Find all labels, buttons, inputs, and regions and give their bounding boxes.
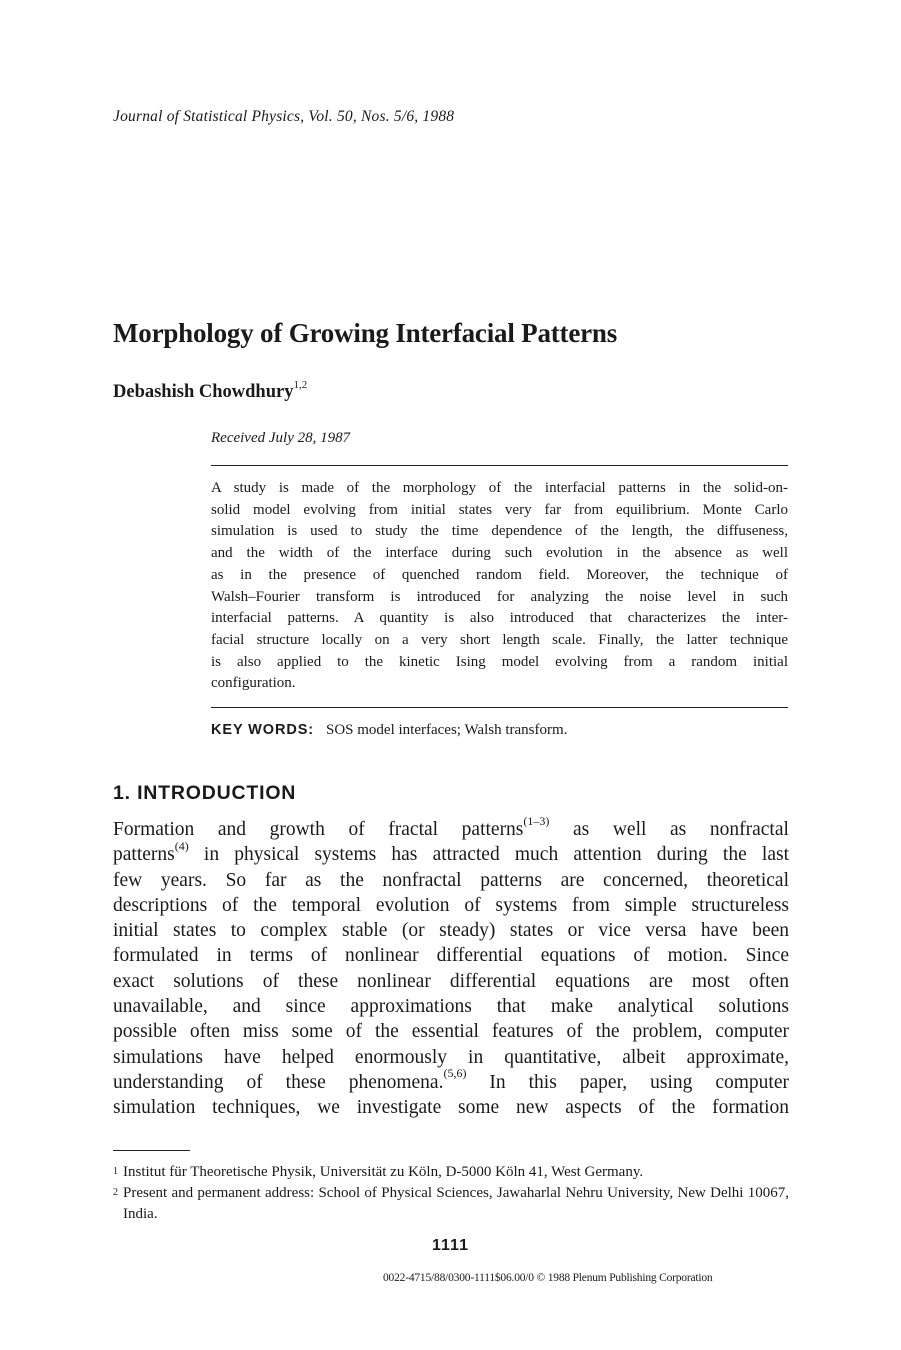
abstract-line: configuration. <box>211 675 296 692</box>
word: Formation <box>113 819 195 840</box>
abstract-line: interfacial patterns. A quantity is also introduced that characterizes the inter- <box>211 610 788 627</box>
author-affiliation-marks: 1,2 <box>293 379 308 391</box>
copyright-line: 0022-4715/88/0300-1111$06.00/0 © 1988 Plenum Publishing Corporation <box>383 1272 713 1284</box>
body-line: unavailable, and since approximations that make analytical solutions <box>113 996 789 1018</box>
page-number: 1111 <box>432 1237 469 1254</box>
citation: (5,6) <box>443 1066 467 1081</box>
footnote-rule <box>113 1150 190 1151</box>
abstract-bottom-rule <box>211 707 788 708</box>
keywords-text: SOS model interfaces; Walsh transform. <box>326 722 568 738</box>
word: as <box>670 819 687 840</box>
word: of <box>348 819 365 840</box>
body-line: exact solutions of these nonlinear differential equations are most often <box>113 970 789 992</box>
footnotes <box>113 1162 789 1225</box>
author-line <box>113 381 307 403</box>
journal-citation: Journal of Statistical Physics, Vol. 50, Nos. 5/6, 1988 <box>113 108 455 125</box>
word: patterns <box>461 819 524 840</box>
citation: (4) <box>174 838 189 853</box>
body-line: descriptions of the temporal evolution of systems from simple structureless <box>113 894 789 916</box>
text: In this paper, using computer <box>466 1071 789 1093</box>
body-line: simulation techniques, we investigate some new aspects of the formation <box>113 1097 789 1119</box>
word: fractal <box>388 819 439 840</box>
word: nonfractal <box>709 819 789 840</box>
abstract-line: simulation is used to study the time dependence of the length, the diffuseness, <box>211 523 788 540</box>
abstract-line: A study is made of the morphology of the interfacial patterns in the solid-on- <box>211 480 788 496</box>
received-date: Received July 28, 1987 <box>211 430 351 446</box>
body-line: possible often miss some of the essential features of the problem, computer <box>113 1021 789 1043</box>
footnote-text: Institut für Theoretische Physik, Universität zu Köln, D-5000 Köln 41, West Germany. <box>123 1164 644 1180</box>
abstract-line: is also applied to the kinetic Ising model evolving from a random initial <box>211 653 788 670</box>
footnote-text: Present and permanent address: School of Physical Sciences, Jawaharlal Nehru University, New Delhi 10067, India. <box>123 1185 789 1222</box>
abstract-line: as in the presence of quenched random field. Moreover, the technique of <box>211 566 788 583</box>
abstract-line: facial structure locally on a very short length scale. Finally, the latter technique <box>211 631 788 648</box>
footnote <box>113 1183 789 1225</box>
footnote-mark: 2 <box>113 1187 118 1198</box>
citation: (1–3) <box>523 813 550 828</box>
abstract-top-rule <box>211 465 788 466</box>
body-line <box>113 813 789 842</box>
text: in physical systems has attracted much attention during the last <box>188 844 789 866</box>
paper-title: Morphology of Growing Interfacial Patterns <box>113 318 618 348</box>
footnote-mark: 1 <box>113 1166 118 1177</box>
word-with-citation <box>461 813 550 842</box>
word: growth <box>269 819 325 840</box>
word: as <box>573 819 590 840</box>
body-line: initial states to complex stable (or steady) states or vice versa have been <box>113 920 789 942</box>
introduction-body <box>113 813 789 1121</box>
abstract-line: solid model evolving from initial states very far from equilibrium. Monte Carlo <box>211 501 788 518</box>
text: understanding of these phenomena. <box>113 1071 444 1093</box>
word: and <box>217 819 246 840</box>
word: well <box>612 819 647 840</box>
author-name: Debashish Chowdhury <box>113 382 294 403</box>
body-line <box>113 838 789 867</box>
keywords <box>211 722 567 739</box>
body-line <box>113 1066 789 1095</box>
body-line: few years. So far as the nonfractal patterns are concerned, theoretical <box>113 869 789 891</box>
abstract-line: Walsh–Fourier transform is introduced for analyzing the noise level in such <box>211 588 788 605</box>
section-heading: 1. INTRODUCTION <box>113 782 297 804</box>
footnote <box>113 1162 789 1183</box>
keywords-label: KEY WORDS: <box>211 722 314 738</box>
body-line: formulated in terms of nonlinear differential equations of motion. Since <box>113 945 789 967</box>
abstract <box>211 478 788 695</box>
body-line: simulations have helped enormously in quantitative, albeit approximate, <box>113 1046 789 1068</box>
word: patterns <box>113 844 175 866</box>
abstract-line: and the width of the interface during such evolution in the absence as well <box>211 545 788 562</box>
